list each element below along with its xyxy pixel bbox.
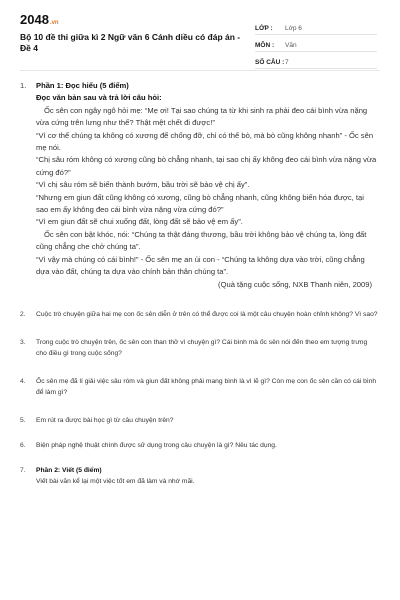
site-logo[interactable] xyxy=(20,12,59,27)
reading-instruction: Đọc văn bản sau và trả lời câu hỏi: xyxy=(36,93,162,103)
question-1 xyxy=(20,80,378,291)
meta-value: Văn xyxy=(285,42,297,49)
meta-value: Lớp 6 xyxy=(285,25,302,32)
question-number: 2. xyxy=(20,310,26,318)
section-heading: Phần 2: Viết (5 điểm) xyxy=(36,466,102,474)
question-number: 1. xyxy=(20,81,27,90)
meta-row-class xyxy=(255,18,377,35)
question-number: 4. xyxy=(20,377,26,385)
story-paragraph: Ốc sên con bật khóc, nói: “Chúng ta thật đáng thương, bầu trời không bảo vệ chúng ta, lòng đất cũng chẳng che chở chúng ta”. xyxy=(36,229,367,252)
header-divider xyxy=(20,70,380,71)
question-number: 6. xyxy=(20,441,26,449)
question-number: 5. xyxy=(20,416,26,424)
question-text: Biện pháp nghệ thuật chính được sử dụng trong câu chuyện là gì? Nêu tác dụng. xyxy=(36,441,277,449)
story-paragraph: “Chị sâu róm không có xương cũng bò chẳng nhanh, tại sao chị ấy không đeo cái bình vừa nặng vừa cứng đó?” xyxy=(36,155,377,177)
question-text: Trong cuộc trò chuyện trên, ốc sên con than thở vì chuyện gì? Cái bình mà ốc sên nói đến theo em tượng trưng cho điều gì trong cuộc sống? xyxy=(36,338,368,357)
question-text: Viết bài văn kể lại một việc tốt em đã làm và nhớ mãi. xyxy=(36,477,195,485)
story-paragraph: Ốc sên con ngây ngô hỏi mẹ: “Mẹ ơi! Tại sao chúng ta từ khi sinh ra phải đeo cái bình vừa nặng vừa cứng trên lưng như thế? Thật mệt chết đi được!” xyxy=(36,105,368,128)
question-text: Ốc sên mẹ đã lí giải việc sâu róm và giun đất không phải mang bình là vì lẽ gì? Còn mẹ con ốc sên cần có cái bình để làm gì? xyxy=(36,377,377,396)
question-2 xyxy=(20,309,378,320)
question-5 xyxy=(20,415,378,426)
question-text: Em rút ra được bài học gì từ câu chuyện trên? xyxy=(36,416,174,424)
story-paragraph: “Vì chị sâu róm sẽ biến thành bướm, bầu trời sẽ bảo vệ chị ấy”. xyxy=(36,180,250,190)
page-title: Bộ 10 đề thi giữa kì 2 Ngữ văn 6 Cánh diều có đáp án - Đề 4 xyxy=(20,32,241,53)
meta-row-subject xyxy=(255,35,377,52)
meta-row-count xyxy=(255,52,377,69)
question-4 xyxy=(20,376,378,398)
meta-label: SỐ CÂU : xyxy=(255,59,285,66)
question-3 xyxy=(20,337,378,359)
logo-main: 2048 xyxy=(20,12,49,27)
question-list xyxy=(20,80,378,487)
question-text: Cuộc trò chuyện giữa hai mẹ con ốc sên diễn ở trên có thể được coi là một câu chuyện hoàn chỉnh không? Vì sao? xyxy=(36,310,378,318)
meta-label: MÔN : xyxy=(255,42,275,49)
question-number: 3. xyxy=(20,338,26,346)
question-7 xyxy=(20,465,378,487)
story-source: (Quà tặng cuộc sống, NXB Thanh niên, 2009) xyxy=(218,279,372,289)
meta-label: LỚP : xyxy=(255,25,273,32)
question-number: 7. xyxy=(20,466,26,474)
section-heading: Phần 1: Đọc hiểu (5 điểm) xyxy=(36,81,129,90)
story-paragraph: “Vì vậy mà chúng có cái bình!” - Ốc sên mẹ an ủi con - “Chúng ta không dựa vào trời, cũng chẳng dựa vào đất, chúng ta dựa vào chính bản thân chúng ta”. xyxy=(36,254,365,277)
meta-value: 7 xyxy=(285,59,289,66)
logo-suffix: .vn xyxy=(49,20,59,26)
question-6 xyxy=(20,440,378,451)
story-paragraph: “Vì cơ thể chúng ta không có xương để chống đỡ, chỉ có thể bò, mà bò cũng không nhanh” - Ốc sên mẹ nói. xyxy=(36,130,374,153)
story-paragraph: “Nhưng em giun đất cũng không có xương, cũng bò chẳng nhanh, cũng không biến hóa được, tại sao em ấy không đeo cái bình vừa nặng vừa cứng đó?” xyxy=(36,192,364,215)
meta-panel xyxy=(255,18,377,69)
story-paragraph: “Vì em giun đất sẽ chui xuống đất, lòng đất sẽ bảo vệ em ấy”. xyxy=(36,217,243,227)
